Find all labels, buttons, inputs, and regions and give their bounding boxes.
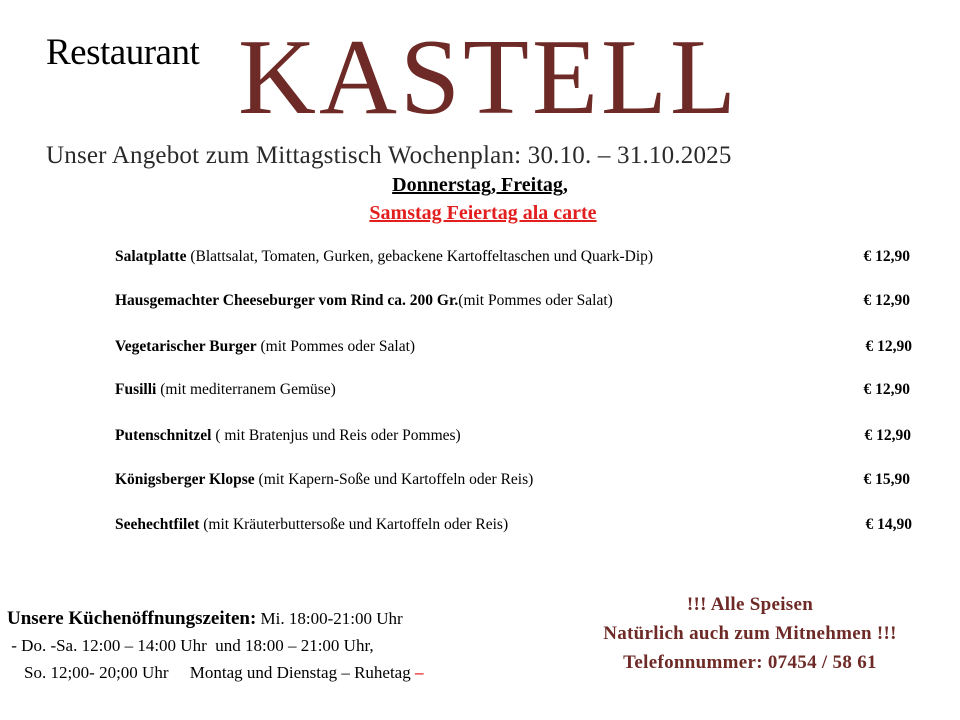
kitchen-hours-line [7, 659, 423, 686]
menu-item-description: (mit Pommes oder Salat) [458, 292, 613, 309]
kitchen-hours-sunday-closed: So. 12;00- 20;00 Uhr Montag und Dienstag – Ruhetag [7, 663, 415, 682]
menu-item-text [115, 336, 415, 358]
menu-item-name: Vegetarischer Burger [115, 338, 257, 355]
takeaway-notice [560, 590, 940, 677]
menu-item-price: € 15,90 [863, 471, 910, 488]
menu-item-name: Salatplatte [115, 248, 187, 265]
menu-item-price: € 12,90 [864, 427, 911, 444]
menu-item-price: € 12,90 [863, 248, 910, 265]
menu-item [115, 514, 915, 536]
menu-item-text [115, 379, 336, 401]
menu-item-price: € 12,90 [863, 381, 910, 398]
menu-item-price: € 12,90 [863, 292, 910, 309]
menu-item-description: (mit Pommes oder Salat) [256, 338, 416, 355]
menu-item-text [115, 290, 613, 312]
menu-item [115, 336, 915, 358]
menu-item-text [115, 469, 533, 491]
menu-item-description: (mit mediterranem Gemüse) [156, 381, 336, 398]
kitchen-hours-title: Unsere Küchenöffnungszeiten: [7, 608, 257, 629]
menu-item-description: ( mit Bratenjus und Reis oder Pommes) [211, 427, 461, 444]
menu-item [115, 379, 915, 401]
restaurant-label: Restaurant [46, 32, 200, 73]
kitchen-hours-wednesday: Mi. 18:00-21:00 Uhr [256, 609, 403, 628]
menu-item-price: € 12,90 [865, 338, 912, 355]
days-heading: Donnerstag, Freitag, [392, 174, 568, 196]
kitchen-hours-thu-sat: - Do. -Sa. 12:00 – 14:00 Uhr und 18:00 – 21:00 Uhr, [7, 636, 374, 655]
menu-item-name: Fusilli [115, 381, 157, 398]
menu-item-name: Putenschnitzel [115, 427, 212, 444]
menu-item-description: (mit Kräuterbuttersoße und Kartoffeln oder Reis) [199, 516, 509, 533]
restaurant-name: KASTELL [238, 18, 739, 137]
menu-item-description: (Blattsalat, Tomaten, Gurken, gebackene Kartoffeltaschen und Quark-Dip) [186, 248, 654, 265]
holiday-notice: Samstag Feiertag ala carte [369, 202, 597, 224]
menu-item-name: Königsberger Klopse [115, 471, 255, 488]
menu-item [115, 425, 915, 447]
menu-item [115, 469, 915, 491]
menu-item-text [115, 514, 508, 536]
takeaway-line-2: Natürlich auch zum Mitnehmen !!! [603, 623, 897, 644]
menu-item [115, 290, 915, 312]
menu-item-name: Seehechtfilet [115, 516, 200, 533]
phone-number: Telefonnummer: 07454 / 58 61 [623, 652, 877, 673]
menu-item-description: (mit Kapern-Soße und Kartoffeln oder Reis) [254, 471, 534, 488]
menu-item-price: € 14,90 [865, 516, 912, 533]
menu-item-text [115, 425, 461, 447]
lunch-week-subtitle: Unser Angebot zum Mittagstisch Wochenplan: 30.10. – 31.10.2025 [46, 142, 732, 169]
red-dash: – [414, 663, 424, 682]
menu-item-name: Hausgemachter Cheeseburger vom Rind ca. 200 Gr. [115, 292, 459, 309]
takeaway-line-1: !!! Alle Speisen [686, 594, 814, 615]
menu-item-text [115, 246, 653, 268]
kitchen-hours-line [7, 605, 423, 632]
menu-item [115, 246, 915, 268]
kitchen-hours [7, 605, 423, 686]
